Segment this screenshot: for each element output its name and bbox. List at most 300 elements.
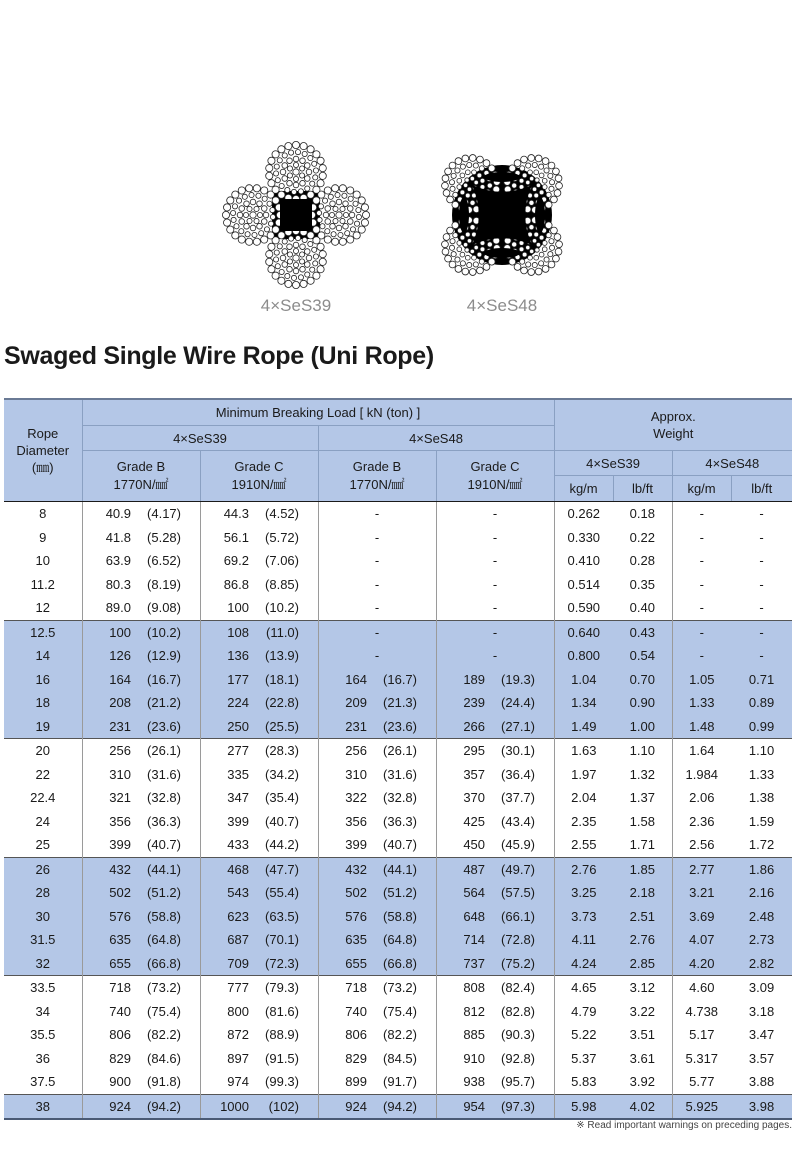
load-kn: 208 — [109, 695, 131, 711]
wire-circle — [554, 234, 561, 241]
wire-circle — [319, 258, 326, 265]
wire-circle — [472, 255, 477, 260]
wire-circle — [354, 221, 359, 226]
wire-circle — [463, 183, 467, 187]
wire-circle — [317, 243, 324, 250]
wire-circle — [253, 238, 260, 245]
weight-kgm-cell: 3.21 — [672, 881, 731, 905]
wire-circle — [254, 206, 259, 211]
breaking-load-cell — [82, 952, 200, 976]
load-kn: 974 — [227, 1074, 249, 1090]
wire-circle — [328, 194, 333, 199]
rope-diameter-cell: 38 — [4, 1094, 82, 1119]
wire-circle — [293, 169, 299, 175]
breaking-load-cell — [436, 952, 554, 976]
wire-circle — [457, 185, 462, 190]
wire-circle — [509, 258, 516, 265]
wire-circle — [295, 236, 300, 241]
load-kn: 829 — [109, 1050, 131, 1066]
wire-circle — [270, 207, 275, 212]
wire-circle — [467, 262, 472, 267]
wire-circle — [522, 173, 527, 178]
wire-circle — [519, 178, 524, 183]
weight-kgm-cell: 5.77 — [672, 1070, 731, 1094]
wire-circle — [453, 192, 458, 197]
load-kn: 885 — [463, 1027, 486, 1043]
load-ton: (47.7) — [265, 861, 299, 877]
load-ton: (6.52) — [147, 553, 181, 569]
load-kn: 808 — [463, 980, 486, 996]
wire-circle — [449, 261, 456, 268]
wire-circle — [307, 277, 314, 284]
wire-circle — [551, 196, 558, 203]
rope-spec-table — [4, 398, 792, 1120]
wire-circle — [312, 161, 317, 166]
breaking-load-cell — [436, 502, 554, 526]
wire-circle — [450, 186, 455, 191]
rope-diameter-cell: 19 — [4, 715, 82, 739]
breaking-load-cell — [200, 833, 318, 857]
wire-circle — [479, 166, 484, 171]
load-ton: (31.6) — [147, 766, 181, 782]
table-row — [4, 810, 792, 834]
weight-lbft-cell: 1.10 — [613, 739, 672, 763]
wire-circle — [287, 259, 292, 264]
wire-circle — [556, 182, 563, 189]
table-row — [4, 905, 792, 929]
load-ton: (4.17) — [147, 506, 181, 522]
wire-circle — [318, 204, 323, 209]
breaking-load-cell — [318, 691, 436, 715]
weight-kgm-cell: 5.317 — [672, 1047, 731, 1071]
wire-circle — [544, 257, 549, 262]
breaking-load-cell — [200, 952, 318, 976]
wire-circle — [293, 156, 299, 162]
load-kn: 189 — [463, 671, 486, 687]
weight-kgm-cell: 2.35 — [554, 810, 613, 834]
weight-lbft-cell: 3.12 — [613, 976, 672, 1000]
filler-shape — [459, 197, 469, 233]
weight-kgm-cell: 1.05 — [672, 668, 731, 692]
wire-circle — [257, 223, 263, 229]
wire-circle — [361, 204, 368, 211]
wire-circle — [532, 187, 536, 191]
load-kn: 740 — [345, 1003, 367, 1019]
weight-lbft-cell: 0.28 — [629, 553, 655, 569]
weight-lbft-cell: 2.85 — [613, 952, 672, 976]
breaking-load-cell — [200, 763, 318, 787]
load-ton: (84.6) — [147, 1050, 181, 1066]
load-ton: (26.1) — [383, 743, 417, 759]
wire-circle — [277, 244, 282, 249]
table-row — [4, 596, 792, 620]
load-kn: 100 — [109, 624, 131, 640]
wire-circle — [353, 232, 360, 239]
weight-kgm-cell: 2.55 — [554, 833, 613, 857]
wire-circle — [480, 247, 485, 252]
wire-circle — [304, 249, 310, 255]
weight-lbft-cell: 0.43 — [613, 620, 672, 644]
load-ton: (40.7) — [383, 837, 417, 853]
wire-circle — [477, 252, 482, 257]
table-row — [4, 952, 792, 976]
wire-circle — [549, 180, 554, 185]
wire-circle — [282, 249, 288, 255]
rope-diameter-cell: 8 — [39, 506, 47, 522]
weight-lbft-cell: 1.59 — [748, 813, 775, 829]
header-lbft: lb/ft — [613, 476, 672, 502]
wire-circle — [261, 219, 267, 225]
wire-circle — [317, 180, 324, 187]
wire-circle — [304, 262, 310, 268]
wire-circle — [545, 222, 552, 229]
rope-diameter-cell: 11.2 — [30, 576, 55, 592]
wire-circle — [287, 180, 293, 186]
wire-circle — [455, 158, 462, 165]
weight-lbft-cell: 2.82 — [731, 952, 792, 976]
weight-kgm-cell: 2.06 — [672, 786, 731, 810]
wire-circle — [278, 146, 285, 153]
wire-circle — [465, 255, 470, 260]
load-ton: (23.6) — [147, 718, 181, 734]
wire-circle — [447, 196, 454, 203]
breaking-load-cell — [318, 833, 436, 857]
wire-circle — [457, 247, 462, 252]
load-ton: (75.4) — [383, 1003, 417, 1019]
table-row — [4, 833, 792, 857]
wire-circle — [305, 186, 310, 191]
load-ton: (21.2) — [147, 695, 181, 711]
wire-circle — [306, 169, 312, 175]
weight-kgm-cell: 4.11 — [554, 928, 613, 952]
wire-circle — [234, 224, 239, 229]
wire-circle — [313, 151, 320, 158]
breaking-load-cell — [82, 881, 200, 905]
wire-circle — [514, 264, 521, 271]
weight-kgm-cell: 1.33 — [672, 691, 731, 715]
rope-cross-sections — [0, 140, 800, 320]
load-kn: - — [492, 624, 498, 640]
wire-circle — [268, 157, 275, 164]
weight-lbft-cell: 1.86 — [731, 857, 792, 881]
load-kn: 687 — [227, 932, 249, 948]
load-kn: - — [492, 600, 498, 616]
wire-circle — [455, 257, 460, 262]
wire-circle — [443, 190, 450, 197]
load-ton: (7.06) — [265, 553, 299, 569]
load-ton: (91.5) — [265, 1050, 299, 1066]
header-grade-b: Grade B 1770N/㎟ — [82, 451, 200, 502]
load-kn: 954 — [463, 1098, 486, 1114]
wire-circle — [534, 170, 539, 175]
wire-circle — [442, 248, 449, 255]
weight-kgm-cell: 4.79 — [554, 1000, 613, 1024]
load-kn: 718 — [345, 980, 367, 996]
wire-circle — [324, 187, 331, 194]
load-kn: 897 — [227, 1050, 249, 1066]
load-kn: 718 — [109, 980, 131, 996]
wire-circle — [307, 146, 314, 153]
wire-circle — [300, 266, 306, 272]
wire-circle — [544, 168, 549, 173]
weight-kgm-cell: - — [672, 644, 731, 668]
wire-circle — [445, 255, 452, 262]
wire-circle — [239, 206, 245, 212]
load-kn: 924 — [109, 1098, 131, 1114]
wire-circle — [542, 158, 549, 165]
wire-circle — [460, 252, 465, 257]
wire-circle — [532, 239, 536, 243]
breaking-load-cell — [318, 668, 436, 692]
wire-circle — [339, 238, 346, 245]
weight-lbft-cell: 1.00 — [613, 715, 672, 739]
table-row — [4, 1094, 792, 1119]
table-row — [4, 644, 792, 668]
table-row — [4, 857, 792, 881]
weight-kgm-cell: - — [672, 596, 731, 620]
weight-kgm-cell: 4.738 — [672, 1000, 731, 1024]
wire-circle — [282, 163, 288, 169]
wire-circle — [460, 190, 465, 195]
wire-circle — [287, 158, 293, 164]
load-ton: (22.8) — [265, 695, 299, 711]
weight-lbft-cell: - — [759, 529, 764, 545]
wire-circle — [227, 197, 234, 204]
wire-circle — [247, 206, 252, 211]
breaking-load-cell — [436, 526, 554, 550]
load-kn: 164 — [109, 671, 131, 687]
weight-lbft-cell: 3.22 — [629, 1003, 655, 1019]
wire-circle — [477, 156, 484, 163]
wire-circle — [343, 212, 348, 217]
table-row — [4, 763, 792, 787]
wire-circle — [549, 186, 554, 191]
breaking-load-cell — [318, 596, 436, 620]
rope-diameter-cell: 30 — [4, 905, 82, 929]
wire-circle — [528, 155, 535, 162]
weight-kgm-cell: 5.98 — [554, 1094, 613, 1119]
load-kn: 432 — [345, 861, 367, 877]
weight-lbft-cell: 0.90 — [613, 691, 672, 715]
load-ton: (18.1) — [265, 671, 299, 687]
wire-circle — [450, 239, 455, 244]
wire-circle — [361, 219, 368, 226]
load-ton: (72.8) — [501, 932, 536, 948]
load-ton: (66.1) — [501, 908, 536, 924]
load-ton: (30.1) — [501, 743, 536, 759]
weight-lbft-cell: 3.98 — [731, 1094, 792, 1119]
load-kn: 41.8 — [105, 529, 131, 545]
load-ton: (13.9) — [265, 648, 299, 664]
wire-circle — [536, 242, 540, 246]
wire-circle — [470, 200, 475, 205]
wire-circle — [347, 206, 353, 212]
wire-circle — [302, 151, 307, 156]
load-kn: 938 — [463, 1074, 486, 1090]
wire-circle — [305, 272, 310, 277]
wire-circle — [449, 162, 456, 169]
wire-circle — [291, 189, 296, 194]
breaking-load-cell — [200, 905, 318, 929]
load-ton: (8.19) — [147, 576, 181, 592]
wire-circle — [308, 155, 313, 160]
breaking-load-cell — [436, 691, 554, 715]
table-row — [4, 1070, 792, 1094]
wire-circle — [261, 187, 268, 194]
wire-circle — [313, 237, 320, 244]
wire-circle — [293, 248, 298, 253]
wire-circle — [555, 175, 562, 182]
breaking-load-cell — [318, 526, 436, 550]
breaking-load-cell — [318, 1047, 436, 1071]
wire-circle — [526, 245, 530, 249]
load-kn: 399 — [109, 837, 131, 853]
header-lbft: lb/ft — [731, 476, 792, 502]
load-kn: 635 — [345, 932, 367, 948]
wire-circle — [222, 211, 229, 218]
load-kn: 487 — [463, 861, 486, 877]
load-ton: (94.2) — [147, 1098, 181, 1114]
load-ton: (63.5) — [265, 908, 299, 924]
breaking-load-cell — [436, 668, 554, 692]
wire-circle — [535, 155, 542, 162]
wire-circle — [263, 212, 269, 218]
load-ton: (75.4) — [147, 1003, 181, 1019]
breaking-load-cell — [200, 573, 318, 597]
weight-lbft-cell: 3.47 — [748, 1027, 775, 1043]
breaking-load-cell — [318, 905, 436, 929]
wire-circle — [293, 162, 298, 167]
wire-circle — [549, 245, 554, 250]
rope-diameter-cell: 32 — [4, 952, 82, 976]
breaking-load-cell — [82, 596, 200, 620]
wire-circle — [256, 193, 261, 198]
header-min-breaking-load: Minimum Breaking Load [ kN (ton) ] — [82, 399, 554, 426]
load-kn: - — [374, 624, 380, 640]
load-ton: (26.1) — [147, 743, 181, 759]
wire-circle — [474, 180, 478, 184]
breaking-load-cell — [82, 1070, 200, 1094]
load-kn: 655 — [345, 955, 367, 971]
load-ton: (34.2) — [265, 766, 299, 782]
wire-circle — [470, 249, 474, 253]
wire-circle — [542, 178, 547, 183]
wire-circle — [262, 196, 267, 201]
wire-circle — [349, 212, 355, 218]
wire-circle — [287, 266, 293, 272]
wire-circle — [460, 235, 465, 240]
load-ton: (72.3) — [265, 955, 299, 971]
breaking-load-cell — [318, 881, 436, 905]
wire-circle — [313, 272, 320, 279]
wire-circle — [542, 266, 549, 273]
wire-circle — [257, 201, 263, 207]
weight-kgm-cell: 1.63 — [554, 739, 613, 763]
weight-kgm-cell: 5.22 — [554, 1023, 613, 1047]
load-ton: (40.7) — [147, 837, 181, 853]
load-kn: 310 — [109, 766, 131, 782]
wire-circle — [231, 217, 236, 222]
breaking-load-cell — [82, 691, 200, 715]
load-kn: 256 — [345, 743, 367, 759]
weight-lbft-cell: 0.54 — [613, 644, 672, 668]
weight-kgm-cell: 1.49 — [554, 715, 613, 739]
wire-circle — [299, 173, 304, 178]
breaking-load-cell — [200, 857, 318, 881]
wire-circle — [528, 269, 535, 276]
wire-circle — [469, 269, 476, 276]
wire-circle — [462, 268, 469, 275]
table-row — [4, 549, 792, 573]
wire-circle — [539, 190, 544, 195]
table-row — [4, 739, 792, 763]
load-ton: (4.52) — [265, 506, 299, 522]
wire-circle — [272, 197, 279, 204]
load-ton: (102) — [268, 1098, 299, 1114]
wire-circle — [322, 198, 327, 203]
wire-circle — [324, 236, 331, 243]
wire-circle — [343, 223, 349, 229]
weight-kgm-cell: - — [672, 502, 731, 526]
load-kn: 425 — [463, 813, 486, 829]
load-ton: (36.4) — [501, 766, 536, 782]
wire-circle — [455, 168, 460, 173]
wire-circle — [340, 206, 345, 211]
wire-circle — [293, 262, 298, 267]
table-row — [4, 1023, 792, 1047]
weight-kgm-cell: 3.69 — [672, 905, 731, 929]
wire-circle — [325, 219, 331, 225]
weight-lbft-cell: 0.35 — [629, 576, 655, 592]
wire-circle — [529, 200, 534, 205]
wire-circle — [293, 242, 299, 248]
filler-shape — [484, 172, 520, 182]
wire-circle — [467, 162, 472, 167]
breaking-load-cell — [82, 810, 200, 834]
wire-circle — [520, 259, 525, 264]
load-ton: (32.8) — [383, 790, 417, 806]
breaking-load-cell — [436, 1000, 554, 1024]
load-ton: (51.2) — [147, 885, 181, 901]
breaking-load-cell — [318, 739, 436, 763]
wire-circle — [317, 266, 324, 273]
wire-circle — [488, 165, 495, 172]
wire-circle — [323, 212, 329, 218]
wire-circle — [447, 227, 454, 234]
load-ton: (66.8) — [147, 955, 181, 971]
wire-circle — [483, 160, 490, 167]
wire-circle — [358, 197, 365, 204]
weight-kgm-cell: 4.60 — [672, 976, 731, 1000]
load-kn: 806 — [345, 1027, 367, 1043]
breaking-load-cell — [200, 976, 318, 1000]
load-ton: (9.08) — [147, 600, 181, 616]
load-kn: 86.8 — [223, 576, 249, 592]
wire-circle — [272, 272, 279, 279]
wire-circle — [539, 252, 544, 257]
weight-kgm-cell: 2.04 — [554, 786, 613, 810]
wire-circle — [462, 155, 469, 162]
load-ton: (19.3) — [501, 671, 536, 687]
load-kn: 335 — [227, 766, 249, 782]
wire-circle — [268, 180, 275, 187]
wire-circle — [443, 234, 450, 241]
rope-diameter-cell: 37.5 — [30, 1074, 56, 1090]
breaking-load-cell — [318, 1094, 436, 1119]
load-kn: 356 — [109, 813, 131, 829]
load-ton: (94.2) — [383, 1098, 417, 1114]
breaking-load-cell — [436, 1023, 554, 1047]
